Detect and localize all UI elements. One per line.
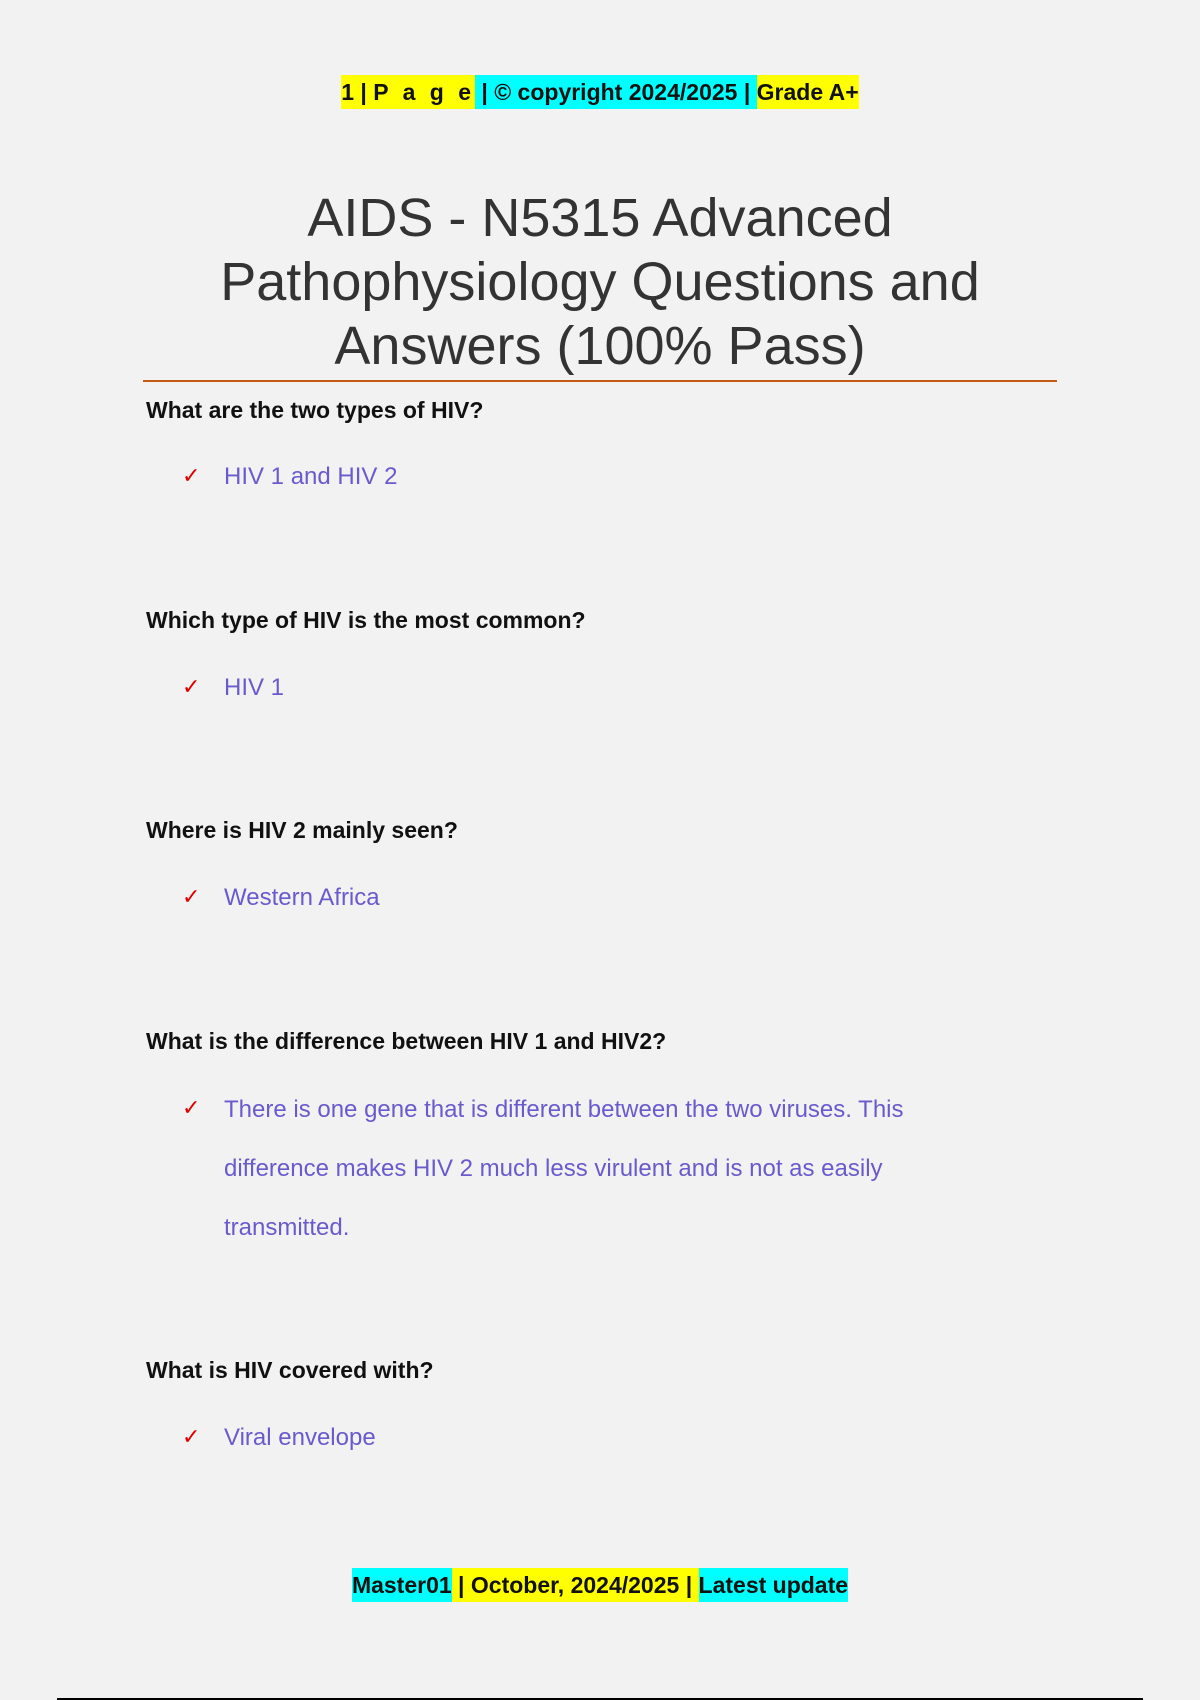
checkmark-icon: ✓ xyxy=(182,1096,201,1121)
title-line-3: Answers (100% Pass) xyxy=(334,316,866,376)
checkmark-icon: ✓ xyxy=(182,675,201,700)
answer-3: Western Africa xyxy=(224,884,380,911)
qa-item-2 xyxy=(146,605,1026,703)
question-5: What is HIV covered with? xyxy=(146,1357,434,1383)
title-divider xyxy=(143,380,1057,382)
qa-item-3 xyxy=(146,815,1026,913)
checkmark-icon: ✓ xyxy=(182,464,201,489)
answer-2: HIV 1 xyxy=(224,674,285,701)
answer-row-1 xyxy=(182,462,1026,492)
answer-row-5 xyxy=(182,1423,1026,1453)
qa-item-5 xyxy=(146,1355,1026,1453)
checkmark-icon: ✓ xyxy=(182,1425,201,1450)
grade-badge: Grade A+ xyxy=(757,75,859,109)
copyright-text: | © copyright 2024/2025 | xyxy=(475,75,757,109)
document-title xyxy=(143,186,1057,378)
checkmark-icon: ✓ xyxy=(182,885,201,910)
page-number: 1 xyxy=(341,75,354,109)
qa-item-4 xyxy=(146,1026,1026,1257)
header-separator: | xyxy=(354,75,373,109)
title-line-2: Pathophysiology Questions and xyxy=(220,252,980,312)
footer-author: Master01 xyxy=(352,1568,452,1602)
answer-row-3 xyxy=(182,883,1026,913)
question-4: What is the difference between HIV 1 and HIV2? xyxy=(146,1028,667,1054)
footer-update: Latest update xyxy=(699,1568,849,1602)
title-line-1: AIDS - N5315 Advanced xyxy=(307,188,893,248)
answer-5: Viral envelope xyxy=(224,1424,376,1451)
question-1: What are the two types of HIV? xyxy=(146,397,484,423)
answer-row-4 xyxy=(182,1094,1026,1257)
answer-4: There is one gene that is different between the two viruses. This difference makes HIV 2 much less virulent and is not as easily transmitted. xyxy=(224,1096,904,1241)
answer-row-2 xyxy=(182,673,1026,703)
answer-1: HIV 1 and HIV 2 xyxy=(224,463,398,490)
page-header xyxy=(0,74,1200,110)
question-3: Where is HIV 2 mainly seen? xyxy=(146,817,458,843)
footer-date: | October, 2024/2025 | xyxy=(452,1568,699,1602)
page-footer xyxy=(0,1567,1200,1603)
qa-item-1 xyxy=(146,395,1026,492)
page-label: P a g e xyxy=(373,75,475,109)
question-2: Which type of HIV is the most common? xyxy=(146,607,586,633)
